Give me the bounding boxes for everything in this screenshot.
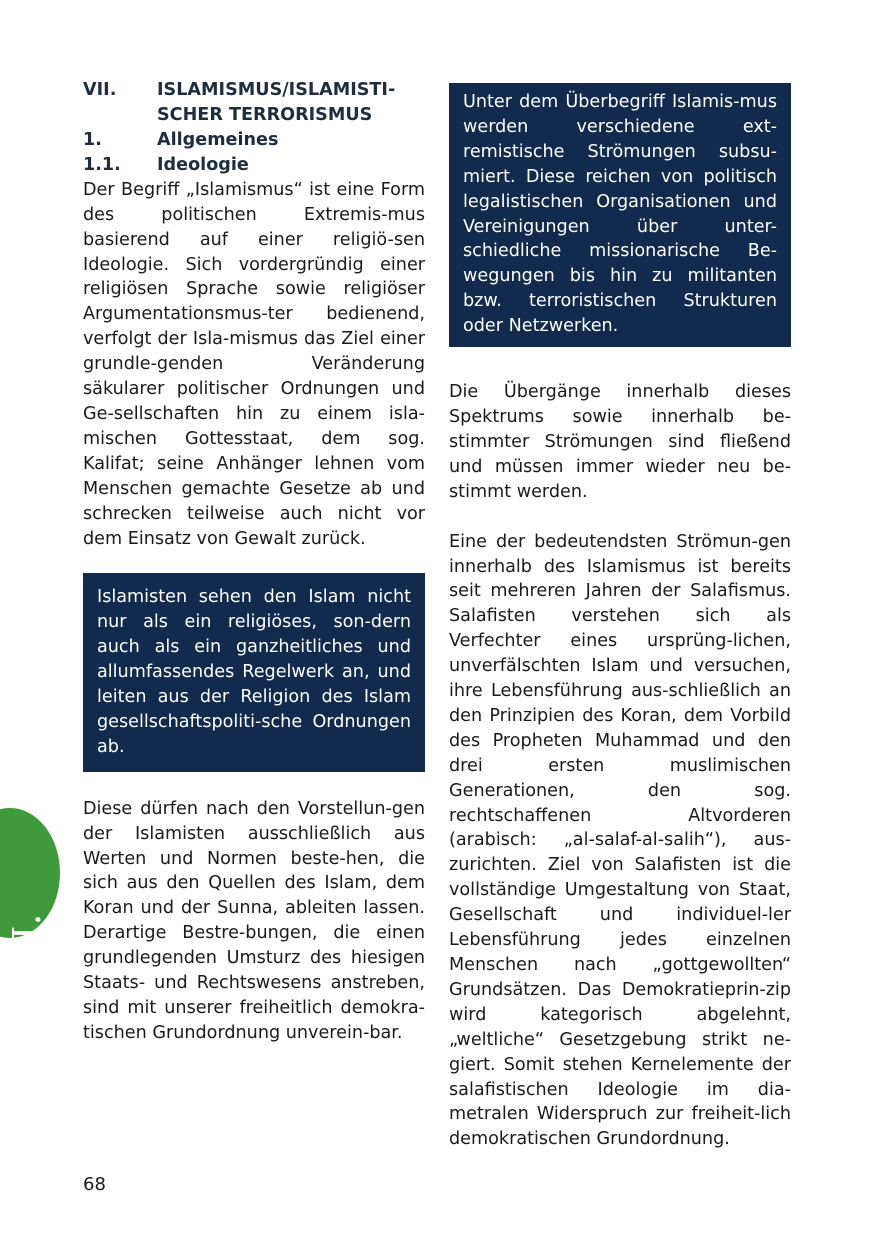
chapter-title: ISLAMISMUS/ISLAMISTI-SCHER TERRORISMUS	[157, 80, 396, 125]
body-paragraph: Eine der bedeutendsten Strömun-gen innerhalb des Islamismus ist bereits seit mehreren Jahren der Salafismus. Salafisten verstehen sich als Verfechter eines ursprüng-lichen, unverfälschten Islam und versuchen, ihre Lebensführung aus-schließlich an den Prinzipien des Koran, dem Vorbild des Propheten Muhammad und den drei ersten muslimischen Generationen, den sog. rechtschaffenen Altvorderen (arabisch: „al-salaf-al-salih“), aus-zurichten. Ziel von Salafisten ist die vollständige Umgestaltung von Staat, Gesellschaft und individuel-ler Lebensführung jedes einzelnen Menschen nach „gottgewollten“ Grundsätzen. Das Demokratieprin-zip wird kategorisch abgelehnt, „weltliche“ Gesetzgebung strikt ne-giert. Somit stehen Kernelemente der salafistischen Ideologie im dia-metralen Widerspruch zur freiheit-lich demokratischen Grundordnung.	[449, 531, 791, 1150]
info-box-text: Unter dem Überbegriff Islamis-mus werden verschiedene ext-remistische Strömungen subsu-miert. Diese reichen von politisch legalistischen Organisationen und Vereinigungen über unter-schiedliche missionarische Be-wegungen bis hin zu militanten bzw. terroristischen Strukturen oder Netzwerken.	[463, 92, 777, 337]
info-box	[449, 83, 791, 347]
section-heading	[83, 128, 425, 153]
subsection-heading	[83, 153, 425, 178]
body-paragraph: Die Übergänge innerhalb dieses Spektrums sowie innerhalb be-stimmter Strömungen sind fließend und müssen immer wieder neu be-stimmt werden.	[449, 382, 791, 502]
info-box	[83, 573, 425, 771]
section-title: Allgemeines	[157, 130, 279, 150]
chapter-number: VII.	[83, 80, 117, 100]
right-column	[449, 83, 791, 1152]
chapter-tab	[0, 808, 60, 983]
info-box-text: Islamisten sehen den Islam nicht nur als ein religiöses, son-dern auch als ein ganzheitliches und allumfassendes Regelwerk an, und leiten aus der Religion des Islam gesellschaftspoliti-sche Ordnungen ab.	[97, 587, 411, 757]
section-number: 1.	[83, 130, 102, 150]
body-paragraph: Der Begriff „Islamismus“ ist eine Form des politischen Extremis-mus basierend auf einer religiö-sen Ideologie. Sich vordergründig einer religiösen Sprache sowie religiöser Argumentationsmus-ter bedienend, verfolgt der Isla-mismus das Ziel einer grundle-genden Veränderung säkularer politischer Ordnungen und Ge-sellschaften hin zu einem isla-mischen Gottesstaat, dem sog. Kalifat; seine Anhänger lehnen vom Menschen gemachte Gesetze ab und schrecken teilweise auch nicht vor dem Einsatz von Gewalt zurück.	[83, 179, 425, 549]
body-paragraph: Diese dürfen nach den Vorstellun-gen der Islamisten ausschließlich aus Werten und Normen beste-hen, die sich aus den Quellen des Islam, dem Koran und der Sunna, ableiten lassen. Derartige Bestre-bungen, die einen grundlegenden Umsturz des hiesigen Staats- und Rechtswesens anstreben, sind mit unserer freiheitlich demokra-tischen Grundordnung unverein-bar.	[83, 798, 425, 1043]
subsection-number: 1.1.	[83, 154, 121, 175]
left-column	[83, 78, 425, 1046]
page-number: 68	[83, 1174, 106, 1195]
chapter-heading	[83, 78, 425, 128]
subsection-title: Ideologie	[157, 154, 249, 175]
chapter-tab-label: VII.	[5, 913, 49, 983]
